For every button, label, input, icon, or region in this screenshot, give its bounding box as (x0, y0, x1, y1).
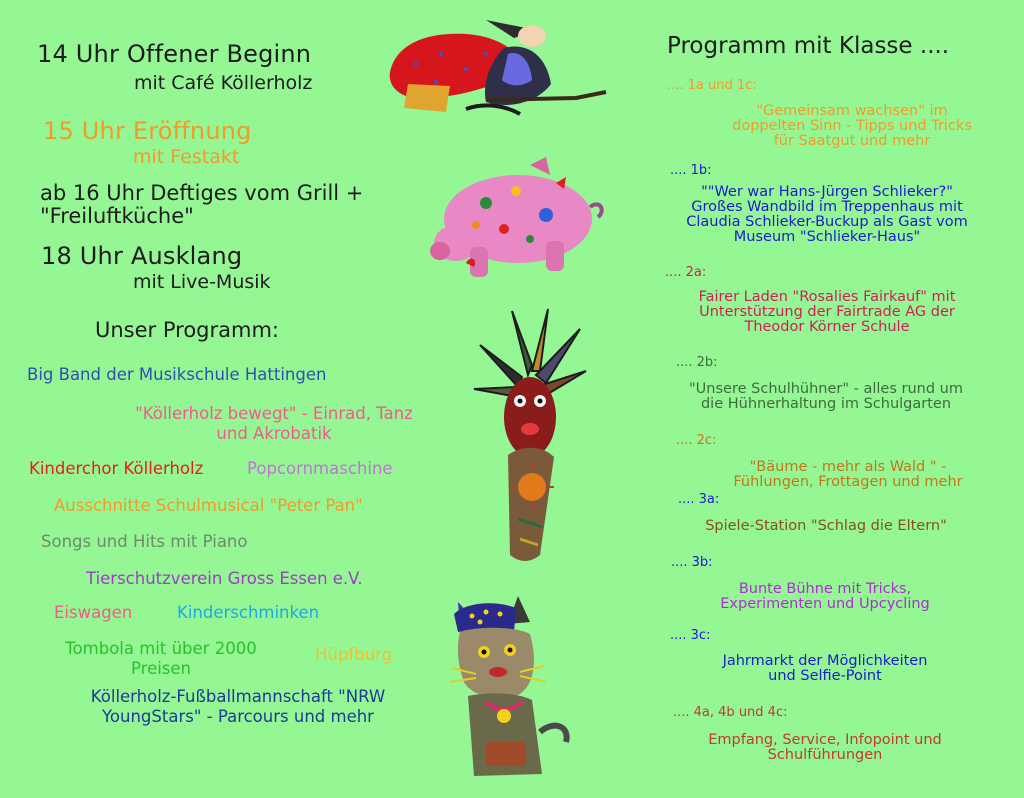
class-1b-line: ""Wer war Hans-Jürgen Schlieker?" (701, 184, 953, 200)
class-1a1c-line: doppelten Sinn - Tipps und Tricks (732, 118, 972, 134)
class-1a1c-text (702, 104, 1002, 149)
class-4-line: Schulführungen (767, 747, 883, 763)
class-3c-line: Jahrmarkt der Möglichkeiten (722, 653, 928, 669)
class-2a-line: Fairer Laden "Rosalies Fairkauf" mit (698, 289, 956, 305)
program-item-bewegt-line1: "Köllerholz bewegt" - Einrad, Tanz (135, 404, 413, 423)
program-item-eiswagen: Eiswagen (54, 603, 133, 622)
class-3a-text (676, 519, 976, 534)
program-item-musical: Ausschnitte Schulmusical "Peter Pan" (54, 496, 363, 515)
schedule-16-line1: ab 16 Uhr Deftiges vom Grill + (40, 181, 364, 205)
class-4-line: Empfang, Service, Infopoint und (708, 732, 942, 748)
class-2b-label: .... 2b: (676, 355, 718, 370)
class-3b-label: .... 3b: (671, 555, 713, 570)
classes-heading: Programm mit Klasse .... (667, 33, 950, 59)
class-2c-label: .... 2c: (676, 433, 717, 448)
class-4-text (675, 733, 975, 763)
program-item-fussball-line2: YoungStars" - Parcours und mehr (102, 707, 374, 726)
class-3c-text (675, 654, 975, 684)
class-3b-line: Bunte Bühne mit Tricks, (738, 581, 912, 597)
program-item-kinderchor: Kinderchor Köllerholz (29, 459, 204, 478)
totem-figure-image (472, 305, 590, 571)
program-item-big-band: Big Band der Musikschule Hattingen (27, 365, 327, 384)
schedule-15-title: 15 Uhr Eröffnung (43, 117, 252, 145)
class-3c-label: .... 3c: (670, 628, 711, 643)
program-item-bewegt (114, 404, 434, 444)
class-2a-text (667, 290, 987, 335)
class-3c-line: und Selfie-Point (768, 668, 882, 684)
class-1b-line: Großes Wandbild im Treppenhaus mit (691, 199, 963, 215)
class-4-label: .... 4a, 4b und 4c: (673, 705, 788, 720)
program-item-tombola-line1: Tombola mit über 2000 (65, 639, 257, 658)
program-heading: Unser Programm: (95, 318, 279, 342)
program-item-tombola-line2: Preisen (130, 659, 192, 678)
program-item-fussball (56, 687, 420, 727)
class-1a1c-label: .... 1a und 1c: (667, 78, 757, 93)
class-1b-line: Museum "Schlieker-Haus" (733, 229, 921, 245)
schedule-18-title: 18 Uhr Ausklang (41, 242, 243, 270)
schedule-14-title: 14 Uhr Offener Beginn (37, 40, 312, 68)
program-item-huepfburg: Hüpfburg (315, 645, 393, 664)
class-2b-line: die Hühnerhaltung im Schulgarten (700, 396, 952, 412)
class-1a1c-line: für Saatgut und mehr (773, 133, 931, 149)
class-2c-line: "Bäume - mehr als Wald " - (749, 459, 947, 475)
schedule-14-sub: mit Café Köllerholz (134, 72, 313, 94)
program-item-tierschutz: Tierschutzverein Gross Essen e.V. (86, 569, 363, 588)
cat-figure-image (446, 592, 578, 780)
schedule-16 (40, 182, 363, 228)
witch-on-broom-image (386, 14, 612, 126)
class-3a-label: .... 3a: (678, 492, 720, 507)
schedule-15-sub: mit Festakt (133, 146, 240, 168)
class-2c-line: Fühlungen, Frottagen und mehr (733, 474, 963, 490)
program-item-popcorn: Popcornmaschine (247, 459, 393, 478)
class-3a-line: Spiele-Station "Schlag die Eltern" (705, 518, 947, 534)
painted-pig-image (426, 155, 608, 283)
class-2a-label: .... 2a: (665, 265, 707, 280)
class-2a-line: Unterstützung der Fairtrade AG der (699, 304, 955, 320)
program-item-songs: Songs und Hits mit Piano (41, 532, 248, 551)
class-2b-line: "Unsere Schulhühner" - alles rund um (689, 381, 963, 397)
class-1b-line: Claudia Schlieker-Buckup als Gast vom (686, 214, 968, 230)
program-item-bewegt-line2: und Akrobatik (216, 424, 332, 443)
class-3b-text (675, 582, 975, 612)
class-1b-label: .... 1b: (670, 163, 712, 178)
class-2a-line: Theodor Körner Schule (744, 319, 910, 335)
program-item-tombola (44, 639, 278, 679)
program-item-fussball-line1: Köllerholz-Fußballmannschaft "NRW (90, 687, 386, 706)
class-1b-text (662, 185, 992, 245)
schedule-16-line2: "Freiluftküche" (40, 204, 194, 228)
class-3b-line: Experimenten und Upcycling (720, 596, 930, 612)
schedule-18-sub: mit Live-Musik (133, 271, 271, 293)
program-item-kinderschminken: Kinderschminken (177, 603, 320, 622)
class-1a1c-line: "Gemeinsam wachsen" im (756, 103, 948, 119)
class-2b-text (665, 382, 987, 412)
class-2c-text (698, 460, 998, 490)
